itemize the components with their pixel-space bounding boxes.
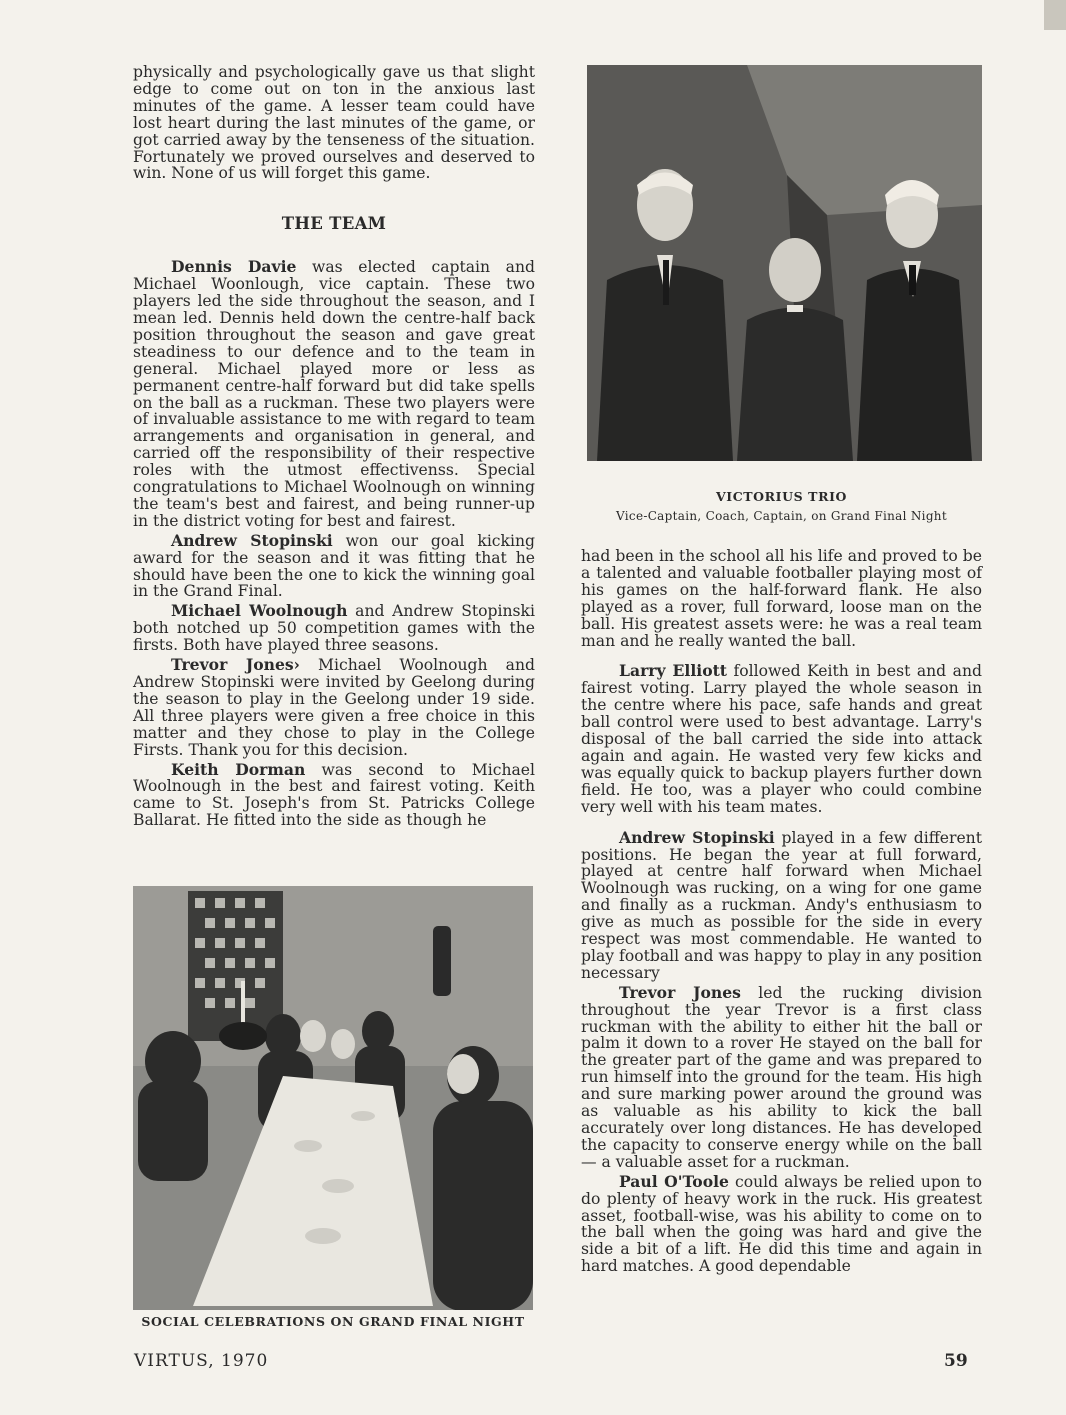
social-photo-illustration xyxy=(133,886,533,1310)
victorious-trio-photo xyxy=(587,65,982,461)
right-column xyxy=(581,548,982,1278)
player-name: Dennis Davie xyxy=(171,257,297,277)
paragraph-text: and Andrew Stopinski both notched up 50 competition games with the firsts. Both have played three seasons. xyxy=(133,602,535,655)
paragraph-text: followed Keith in best and and fairest voting. Larry played the whole season in the centre where his pace, safe hands and great ball control were used to best advantage. Larry's disposal of the ball carried the side into attack again and again. He wasted very few kicks and was equally quick to backup players further down field. He too, was a player who could combine very well with his team mates. xyxy=(581,662,982,816)
left-paragraph xyxy=(133,657,535,758)
page-edge-mark xyxy=(1044,0,1066,30)
right-paragraph xyxy=(581,827,982,982)
paragraph-text: had been in the school all his life and proved to be a talented and valuable footballer playing most of his games on the half-forward flank. He also played as a rover, full forward, loose man on the ball. His greatest assets were: he was a real team man and he really wanted the ball. xyxy=(581,547,982,650)
paragraph-text: won our goal kicking award for the season and it was fitting that he should have been the one to kick the winning goal in the Grand Final. xyxy=(133,531,536,601)
left-paragraph xyxy=(133,603,535,654)
player-name: Andrew Stopinski xyxy=(171,530,333,550)
paragraph-text: was elected captain and Michael Woonlough, vice captain. These two players led the side throughout the season, and I mean led. Dennis held down the centre-half back position throughout the season and gave great steadiness to our defence and to the team in general. Michael played more or less as permanent centre-half forward but did take spells on the ball as a ruckman. These two players were of invaluable assistance to me with regard to team arrangements and organisation in general, and carried off the responsibility of their respective roles with the utmost effectivenss. Special congratulations to Michael Woolnough on winning the team's best and fairest, and being runner-up in the district voting for best and fairest. xyxy=(133,258,535,530)
right-paragraph xyxy=(581,663,982,815)
paragraph-text: could always be relied upon to do plenty of heavy work in the ruck. His greatest asset, football-wise, was his ability to come on to the ball when the going was hard and give the side a bit of a lift. He did this time and again in hard matches. A good dependable xyxy=(581,1172,983,1276)
social-photo-caption: SOCIAL CELEBRATIONS ON GRAND FINAL NIGHT xyxy=(141,1314,525,1329)
paragraph-text: played in a few different positions. He began the year at full forward, played at centre half forward when Michael Woolnough was rucking, on a wing for one game and finally as a ruckman. Andy's enthusiasm to give as much as possible for the side in every respect was most commendable. He wanted to play football and was happy to play in any position necessary xyxy=(581,828,982,982)
section-heading: THE TEAM xyxy=(281,214,387,234)
right-paragraph xyxy=(581,982,982,1171)
publication-footer: VIRTUS, 1970 xyxy=(134,1351,269,1371)
paragraph-text: led the rucking division throughout the year Trevor is a first class ruckman with the ability to either hit the ball or palm it down to a rover He stayed on the ball for the greater part of the game and was prepared to run himself into the ground for the team. His high and sure marking power around the ground was as valuable as his ability to kick the ball accurately over long distances. He has developed the capacity to conserve energy while on the ball — a valuable asset for a ruckman. xyxy=(581,983,982,1171)
player-name: Trevor Jones› xyxy=(171,655,300,675)
right-paragraph xyxy=(581,548,982,649)
left-paragraph xyxy=(133,530,536,601)
right-paragraph xyxy=(581,1171,983,1276)
player-name: Keith Dorman xyxy=(171,759,306,779)
player-name: Larry Elliott xyxy=(619,661,727,681)
left-paragraph xyxy=(133,259,535,530)
paragraph-text: Michael Woolnough and Andrew Stopinski were invited by Geelong during the season to play in the Geelong under 19 side. All three players were given a free choice in this matter and they chose to play in the College Firsts. Thank you for this decision. xyxy=(133,656,535,759)
paragraph-text: was second to Michael Woolnough in the best and fairest voting. Keith came to St. Joseph's from St. Patricks College Ballarat. He fitted into the side as though he xyxy=(133,760,536,830)
social-celebrations-photo xyxy=(133,886,533,1310)
trio-photo-illustration xyxy=(587,65,982,461)
intro-paragraph: physically and psychologically gave us that slight edge to come out on ton in the anxious last minutes of the game. A lesser team could have lost heart during the last minutes of the game, or got carried away by the tenseness of the situation. Fortunately we proved ourselves and deserved to win. None of us will forget this game. xyxy=(133,63,535,183)
left-paragraphs xyxy=(133,259,535,829)
right-paragraphs xyxy=(581,548,982,1275)
player-name: Trevor Jones xyxy=(619,982,741,1002)
trio-photo-subcaption: Vice-Captain, Coach, Captain, on Grand Final Night xyxy=(616,509,947,523)
left-paragraph xyxy=(133,759,536,830)
trio-photo-caption: VICTORIUS TRIO xyxy=(715,489,848,504)
player-name: Michael Woolnough xyxy=(171,601,348,621)
player-name: Andrew Stopinski xyxy=(619,827,775,847)
page-number: 59 xyxy=(944,1351,968,1371)
left-column xyxy=(133,64,535,832)
player-name: Paul O'Toole xyxy=(619,1171,729,1191)
